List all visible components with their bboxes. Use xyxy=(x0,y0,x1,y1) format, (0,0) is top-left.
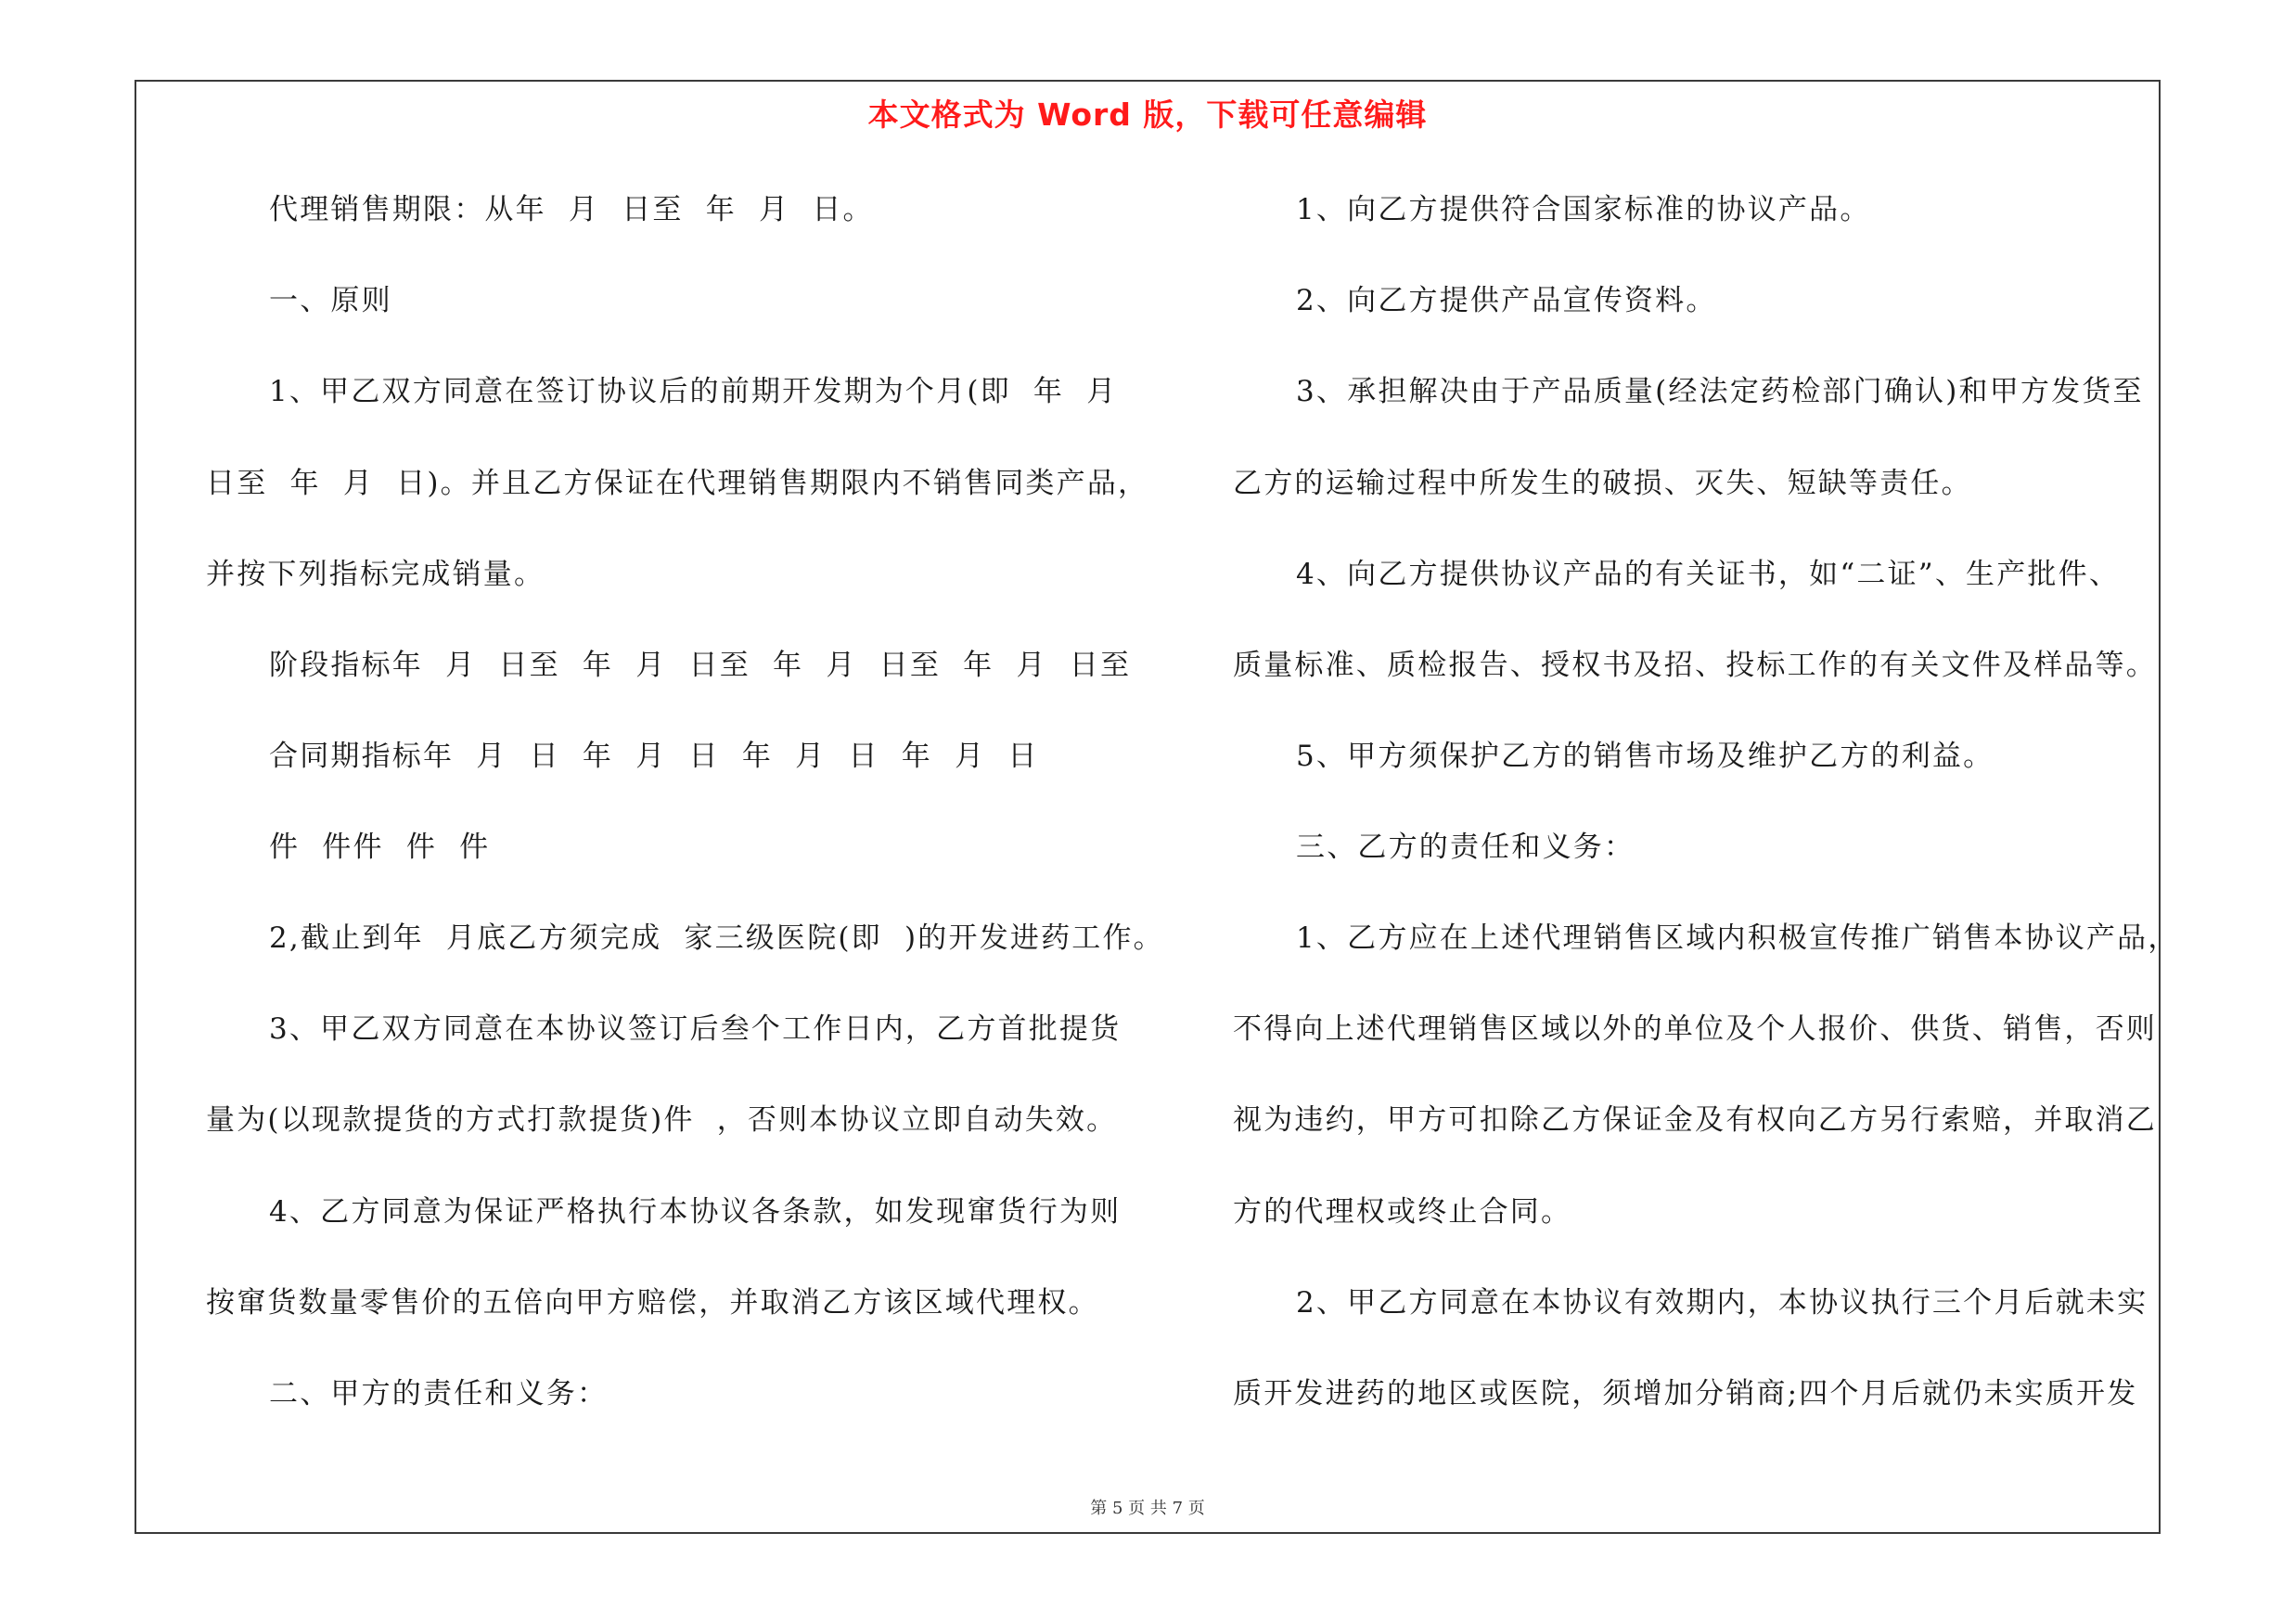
word-format-banner: 本文格式为 Word 版，下载可任意编辑 xyxy=(867,97,1428,133)
paragraph-line: 质开发进药的地区或医院，须增加分销商;四个月后就仍未实质开发 xyxy=(1233,1377,2138,1410)
paragraph-line: 阶段指标年 月 日至 年 月 日至 年 月 日至 年 月 日至 xyxy=(269,649,1132,682)
paragraph-line: 合同期指标年 月 日 年 月 日 年 月 日 年 月 日 xyxy=(269,740,1039,773)
paragraph-line: 1、甲乙双方同意在签订协议后的前期开发期为个月(即 年 月 xyxy=(269,375,1118,408)
paragraph-line: 质量标准、质检报告、授权书及招、投标工作的有关文件及样品等。 xyxy=(1233,649,2157,682)
paragraph-line: 3、甲乙双方同意在本协议签订后叁个工作日内，乙方首批提货 xyxy=(269,1012,1122,1046)
paragraph-line: 按窜货数量零售价的五倍向甲方赔偿，并取消乙方该区域代理权。 xyxy=(206,1286,1099,1320)
paragraph-line: 3、承担解决由于产品质量(经法定药检部门确认)和甲方发货至 xyxy=(1296,375,2144,408)
paragraph-line: 2、向乙方提供产品宣传资料。 xyxy=(1296,284,1717,317)
section-heading: 三、乙方的责任和义务： xyxy=(1296,831,1635,864)
paragraph-line: 2、甲乙方同意在本协议有效期内，本协议执行三个月后就未实 xyxy=(1296,1286,2148,1320)
section-heading: 一、原则 xyxy=(269,284,392,317)
document-page xyxy=(135,80,2179,1534)
paragraph-line: 1、向乙方提供符合国家标准的协议产品。 xyxy=(1296,193,1871,226)
paragraph-line: 量为(以现款提货的方式打款提货)件 ，否则本协议立即自动失效。 xyxy=(206,1103,1118,1137)
paragraph-line: 件 件件 件 件 xyxy=(269,831,491,864)
paragraph-line: 方的代理权或终止合同。 xyxy=(1233,1195,1572,1229)
paragraph-line: 视为违约，甲方可扣除乙方保证金及有权向乙方另行索赔，并取消乙 xyxy=(1233,1103,2157,1137)
paragraph-line: 日至 年 月 日)。并且乙方保证在代理销售期限内不销售同类产品， xyxy=(206,467,1149,500)
paragraph-line: 4、乙方同意为保证严格执行本协议各条款，如发现窜货行为则 xyxy=(269,1195,1122,1229)
paragraph-line: 并按下列指标完成销量。 xyxy=(206,558,545,591)
paragraph-line: 不得向上述代理销售区域以外的单位及个人报价、供货、销售，否则 xyxy=(1233,1012,2157,1046)
paragraph-line: 2,截止到年 月底乙方须完成 家三级医院(即 )的开发进药工作。 xyxy=(269,921,1164,955)
paragraph-line: 4、向乙方提供协议产品的有关证书，如“二证”、生产批件、 xyxy=(1296,558,2121,591)
paragraph-line: 代理销售期限：从年 月 日至 年 月 日。 xyxy=(269,193,874,226)
paragraph-line: 5、甲方须保护乙方的销售市场及维护乙方的利益。 xyxy=(1296,740,1995,773)
paragraph-line: 1、乙方应在上述代理销售区域内积极宣传推广销售本协议产品， xyxy=(1296,921,2179,955)
paragraph-line: 乙方的运输过程中所发生的破损、灭失、短缺等责任。 xyxy=(1233,467,1972,500)
page-number-footer: 第 5 页 共 7 页 xyxy=(1090,1499,1205,1518)
section-heading: 二、甲方的责任和义务： xyxy=(269,1377,609,1410)
